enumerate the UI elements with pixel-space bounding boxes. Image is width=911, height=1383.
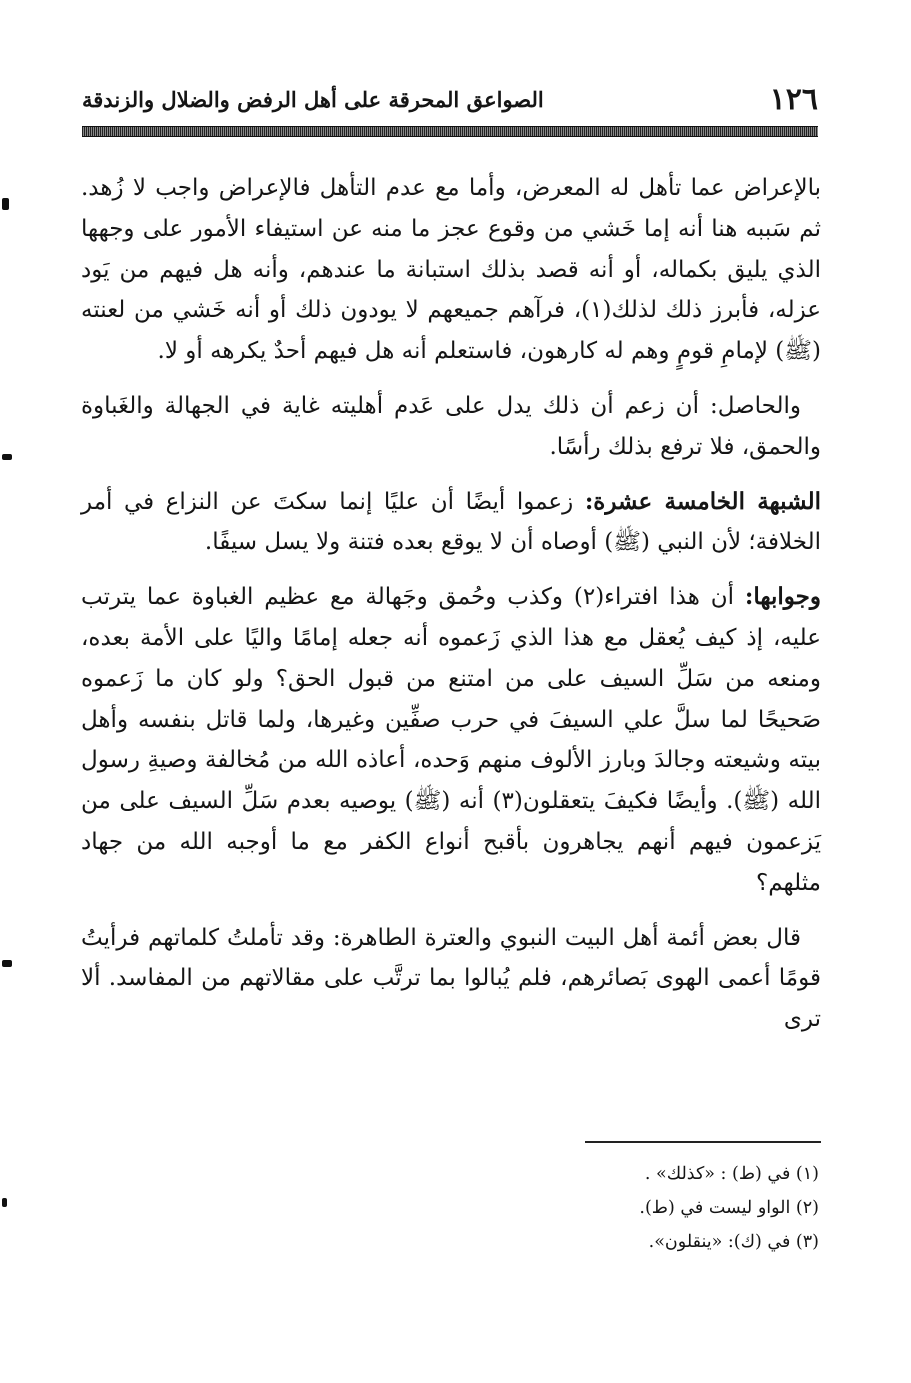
margin-mark: [2, 960, 12, 967]
paragraph-1: بالإعراض عما تأهل له المعرض، وأما مع عدم التأهل فالإعراض واجب لا زُهد. ثم سَببه هنا أنه إما خَشي من وقوع عجز ما منه عن استيفاء الأمور على وجهها الذي يليق بكماله، أو أنه قصد بذلك استبانة ما عندهم، وأنه هل فيهم من يَود عزله، فأبرز ذلك لذلك(١)، فرآهم جميعهم لا يودون ذلك أو أنه خَشي من لعنته (ﷺ) لإمامِ قومٍ وهم له كارهون، فاستعلم أنه هل فيهم أحدٌ يكرهه أو لا.: [81, 175, 822, 365]
page-header: [82, 80, 818, 120]
paragraph-3-text: زعموا أيضًا أن عليًا إنما سكتَ عن النزاع في أمر الخلافة؛ لأن النبي (ﷺ) أوصاه أن لا يوقع بعده فتنة ولا يسل سيفًا.: [81, 488, 821, 556]
margin-mark: [2, 454, 12, 460]
paragraph-4: [81, 577, 821, 903]
paragraph-4-heading: وجوابها:: [744, 583, 821, 611]
running-head: الصواعق المحرقة على أهل الرفض والضلال والزندقة: [82, 87, 544, 112]
footnotes: [319, 1157, 819, 1259]
footnote-1: (١) في (ط) : «كذلك» .: [644, 1164, 819, 1184]
margin-mark: [2, 1198, 7, 1207]
paragraph-3-heading: الشبهة الخامسة عشرة:: [584, 487, 821, 515]
page-number: ١٢٦: [769, 82, 818, 117]
footnote-2: (٢) الواو ليست في (ط).: [639, 1198, 819, 1218]
body-text: [81, 168, 821, 1054]
paragraph-5: قال بعض أئمة أهل البيت النبوي والعترة الطاهرة: وقد تأملتُ كلماتهم فرأيتُ قومًا أعمى الهوى بَصائرهم، فلم يُبالوا بما ترتَّب على مقالاتهم من المفاسد. ألا ترى: [81, 924, 821, 1033]
margin-mark: [2, 198, 9, 210]
header-rule: [82, 126, 818, 137]
paragraph-4-text: أن هذا افتراء(٢) وكذب وحُمق وجَهالة مع عظيم الغباوة عما يترتب عليه، إذ كيف يُعقل مع هذا الذي زَعموه أنه جعله إمامًا واليًا على الأمة بعده، ومنعه من سَلِّ السيف على من امتنع من قبول الحق؟ ولو كان ما زَعموه صَحيحًا لما سلَّ علي السيفَ في حرب صفِّين وغيرها، ولما قاتل بنفسه وأهل بيته وشيعته وجالدَ وبارز الألوف منهم وَحده، أعاذه الله من مُخالفة وصيةِ رسول الله (ﷺ). وأيضًا فكيفَ يتعقلون(٣) أنه (ﷺ) يوصيه بعدم سَلِّ السيف على من يَزعمون فيهم أنهم يجاهرون بأقبح أنواع الكفر مع ما أوجبه الله من جهاد مثلهم؟: [81, 584, 821, 896]
footnote-rule: [585, 1141, 821, 1143]
paragraph-3: [81, 482, 821, 564]
paragraph-2: والحاصل: أن زعم أن ذلك يدل على عَدم أهليته غاية في الجهالة والغَباوة والحمق، فلا ترفع بذلك رأسًا.: [81, 392, 821, 460]
footnote-3: (٣) في (ك): «ينقلون».: [648, 1232, 819, 1252]
